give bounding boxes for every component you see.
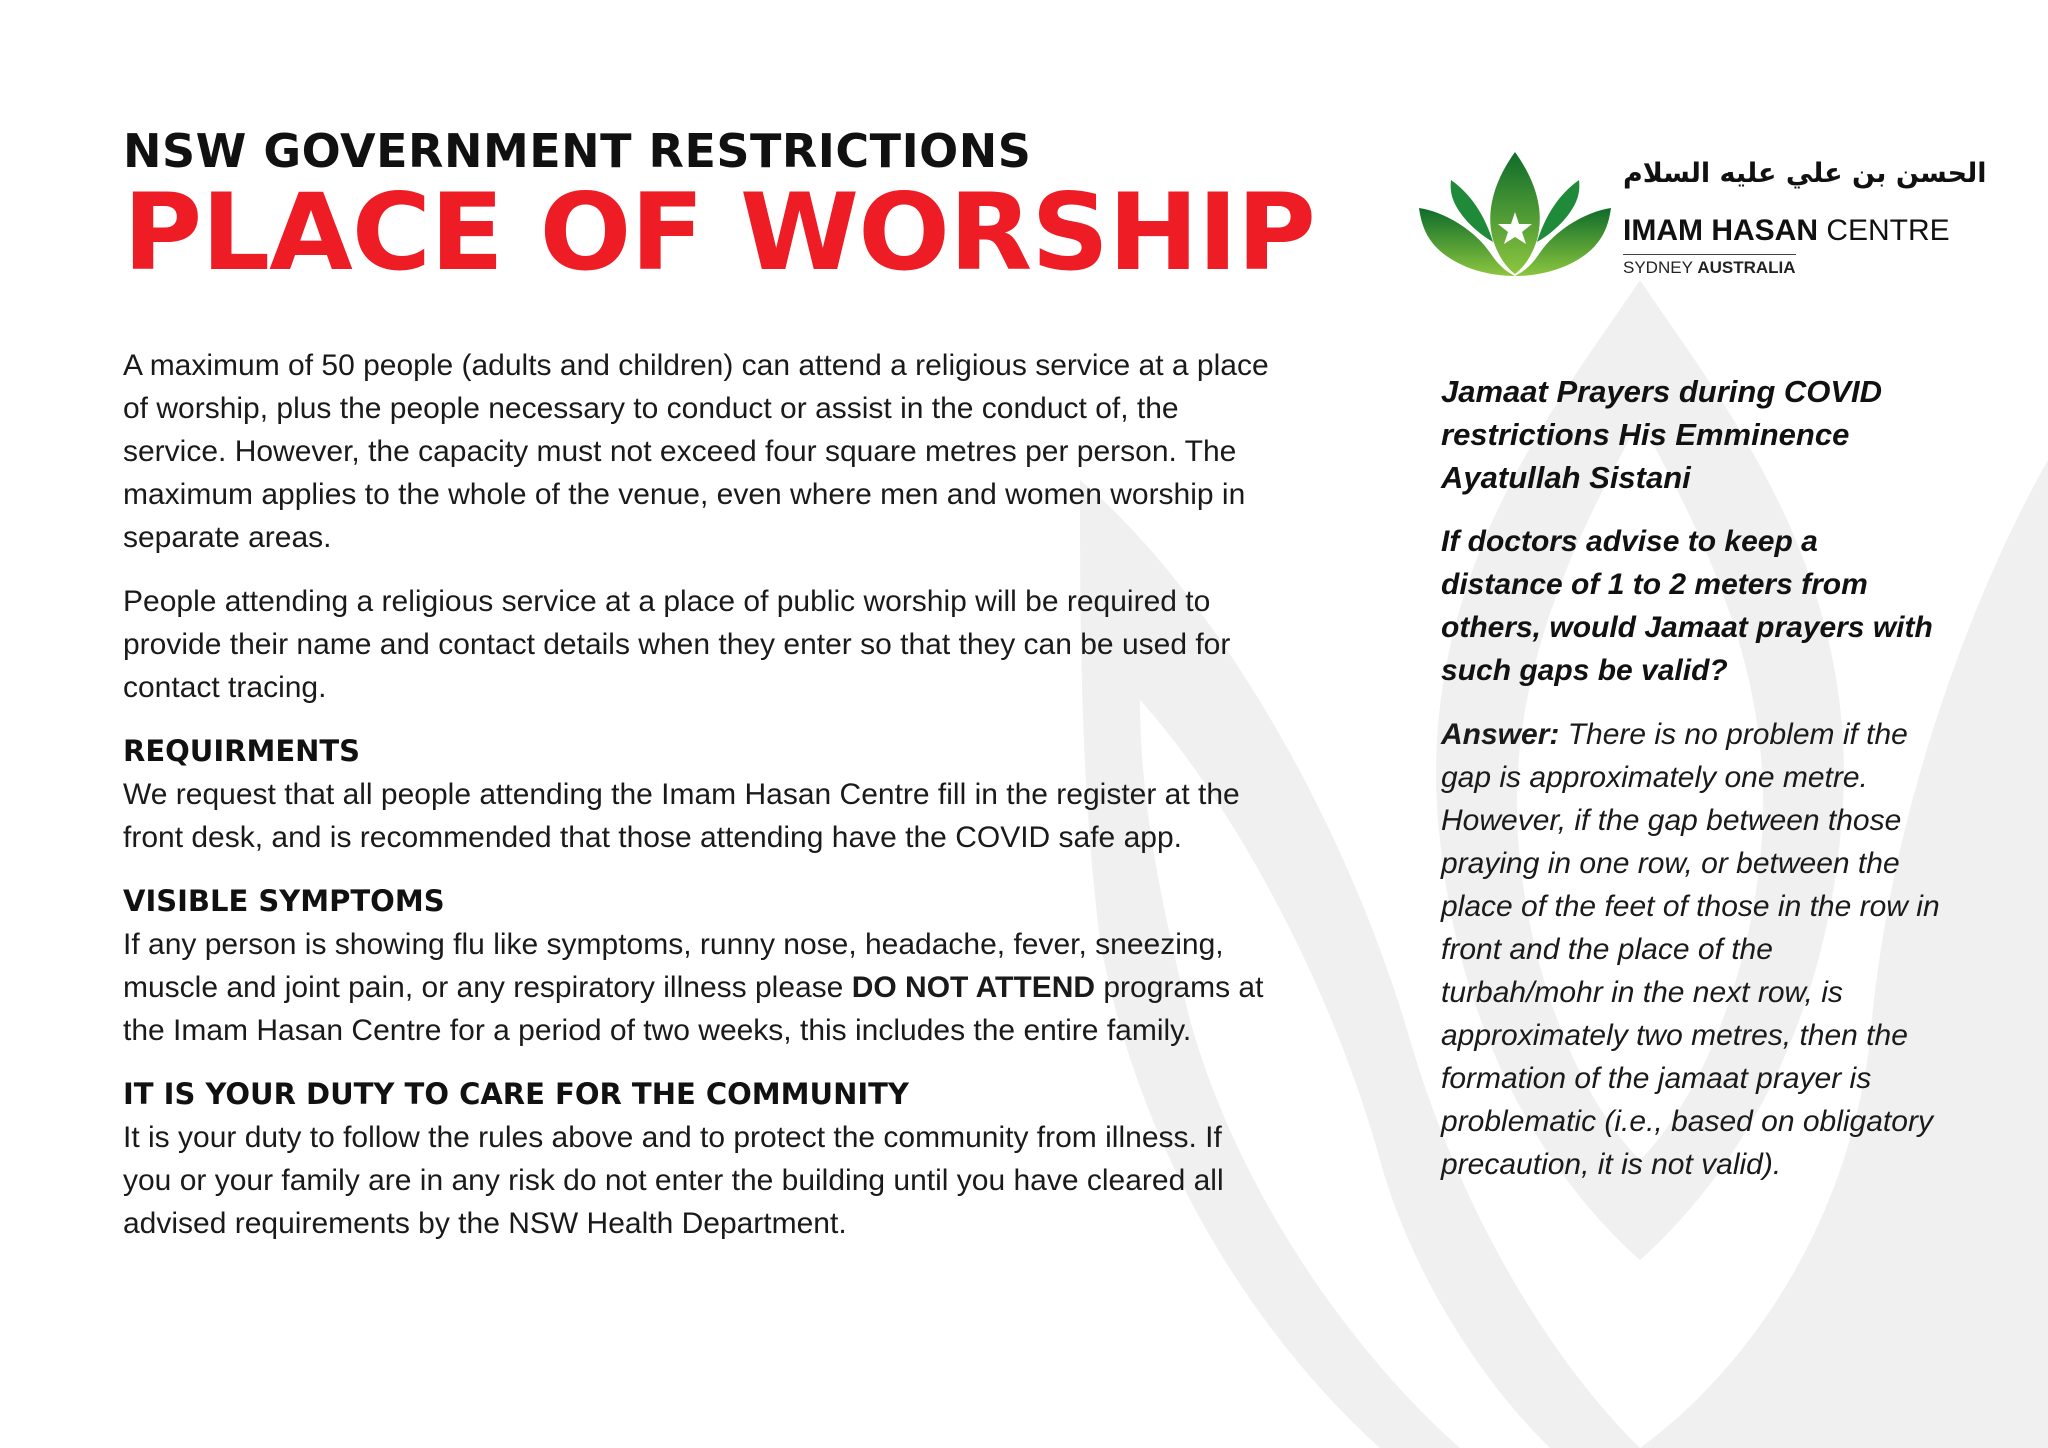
logo-name-bold: IMAM HASAN — [1623, 214, 1818, 247]
duty-text: It is your duty to follow the rules above and to protect the community from illness. If you or your family are in any risk do not enter the building until you have cleared all advised requirements by the NSW Health Department. — [123, 1121, 1224, 1240]
imam-hasan-centre-logo — [1415, 150, 1987, 280]
symptoms-text — [123, 923, 1273, 1052]
answer-label: Answer: — [1441, 718, 1560, 751]
symptoms-heading: VISIBLE SYMPTOMS — [123, 884, 445, 918]
symptoms-section — [123, 880, 1273, 1052]
logo-location-country: AUSTRALIA — [1697, 258, 1796, 277]
logo-arabic-name: الحسن بن علي عليه السلام — [1623, 158, 1987, 189]
do-not-attend-emphasis: DO NOT ATTEND — [851, 971, 1096, 1004]
requirements-text: We request that all people attending the Imam Hasan Centre fill in the register at the front desk, and is recommended that those attending have the COVID safe app. — [123, 778, 1240, 854]
header-kicker: NSW GOVERNMENT RESTRICTIONS — [123, 124, 1032, 178]
header — [123, 124, 1316, 294]
page-title: PLACE OF WORSHIP — [123, 171, 1316, 294]
ruling-question: If doctors advise to keep a distance of 1 to 2 meters from others, would Jamaat prayers with such gaps be valid? — [1441, 525, 1933, 687]
restrictions-column — [123, 344, 1273, 1266]
ruling-column — [1441, 370, 1941, 1186]
contact-tracing-paragraph: People attending a religious service at a place of public worship will be required to provide their name and contact details when they enter so that they can be used for contact tracing. — [123, 585, 1231, 704]
ruling-answer — [1441, 713, 1941, 1186]
requirements-section — [123, 730, 1273, 859]
symptoms-text-before: If any person is showing flu like symptoms, runny nose, headache, fever, sneezing, muscle and joint pain, or any respiratory illness please — [123, 928, 1224, 1004]
logo-name — [1623, 214, 1950, 248]
logo-location — [1623, 254, 1796, 278]
duty-heading: IT IS YOUR DUTY TO CARE FOR THE COMMUNITY — [123, 1077, 909, 1111]
lotus-logo-icon — [1415, 150, 1615, 280]
capacity-paragraph: A maximum of 50 people (adults and children) can attend a religious service at a place of worship, plus the people necessary to conduct or assist in the conduct of, the service. However, the capacity must not exceed four square metres per person. The maximum applies to the whole of the venue, even where men and women worship in separate areas. — [123, 349, 1269, 554]
ruling-title: Jamaat Prayers during COVID restrictions His Emminence Ayatullah Sistani — [1441, 374, 1883, 495]
logo-name-rest: CENTRE — [1826, 214, 1950, 247]
answer-text: There is no problem if the gap is approximately one metre. However, if the gap between those praying in one row, or between the place of the feet of those in the row in front and the place of the turbah/mohr in the next row, is approximately two metres, then the formation of the jamaat prayer is problematic (i.e., based on obligatory precaution, it is not valid). — [1441, 718, 1940, 1181]
requirements-heading: REQUIRMENTS — [123, 734, 361, 768]
duty-section — [123, 1073, 1273, 1245]
symptoms-text-after: programs at the Imam Hasan Centre for a period of two weeks, this includes the entire family. — [123, 971, 1264, 1047]
logo-location-city: SYDNEY — [1623, 258, 1693, 277]
